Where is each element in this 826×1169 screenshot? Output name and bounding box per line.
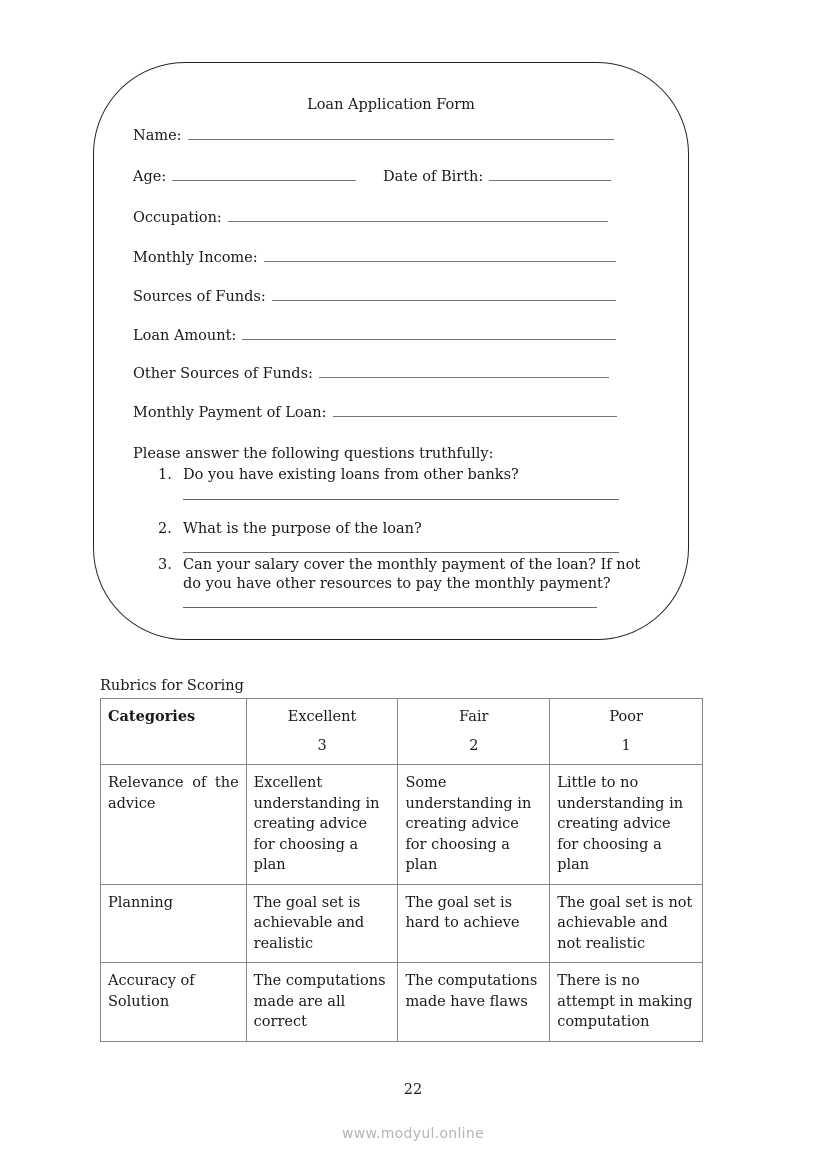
question-2-text: What is the purpose of the loan? — [183, 521, 422, 537]
questions-intro: Please answer the following questions truthfully: — [133, 446, 494, 462]
header-poor — [550, 699, 703, 765]
poor-cell: There is no attempt in making computation — [550, 963, 703, 1042]
age-label: Age: — [133, 169, 167, 185]
question-3-text-line2: do you have other resources to pay the monthly payment? — [183, 576, 611, 592]
question-3-number: 3. — [158, 557, 172, 573]
loan-application-form — [93, 62, 689, 640]
date-of-birth-field — [383, 168, 611, 185]
monthly-payment-blank[interactable] — [333, 404, 617, 417]
table-row — [101, 963, 703, 1042]
sources-of-funds-field — [133, 288, 616, 305]
loan-amount-label: Loan Amount: — [133, 328, 237, 344]
fair-cell: The computations made have flaws — [398, 963, 550, 1042]
rubric-header-row — [101, 699, 703, 765]
header-fair-label: Fair — [459, 709, 489, 725]
question-2-number: 2. — [158, 521, 172, 537]
question-2-answer-blank[interactable] — [183, 552, 619, 553]
monthly-income-field — [133, 249, 616, 266]
poor-cell: Little to no understanding in creating advice for choosing a plan — [550, 765, 703, 885]
occupation-blank[interactable] — [228, 209, 608, 222]
occupation-label: Occupation: — [133, 210, 222, 226]
question-3 — [158, 556, 641, 592]
header-excellent — [246, 699, 398, 765]
date-of-birth-label: Date of Birth: — [383, 169, 484, 185]
monthly-payment-field — [133, 404, 617, 421]
excellent-cell: The computations made are all correct — [246, 963, 398, 1042]
question-3-text-line1: Can your salary cover the monthly payment of the loan? If not — [183, 557, 641, 573]
name-label: Name: — [133, 128, 182, 144]
fair-cell: Some understanding in creating advice for choosing a plan — [398, 765, 550, 885]
other-sources-of-funds-field — [133, 365, 609, 382]
header-poor-score: 1 — [621, 737, 631, 754]
page-number: 22 — [403, 1082, 423, 1098]
category-cell: Accuracy of Solution — [101, 963, 247, 1042]
header-excellent-score: 3 — [317, 737, 327, 754]
monthly-income-label: Monthly Income: — [133, 250, 258, 266]
question-3-answer-blank[interactable] — [183, 607, 597, 608]
sources-of-funds-blank[interactable] — [272, 288, 616, 301]
header-fair — [398, 699, 550, 765]
table-row — [101, 765, 703, 885]
other-sources-of-funds-blank[interactable] — [319, 365, 609, 378]
loan-amount-field — [133, 327, 616, 344]
name-blank[interactable] — [188, 127, 614, 140]
poor-cell: The goal set is not achievable and not realistic — [550, 884, 703, 963]
monthly-payment-label: Monthly Payment of Loan: — [133, 405, 327, 421]
header-fair-score: 2 — [469, 737, 479, 754]
form-title: Loan Application Form — [307, 97, 475, 113]
table-row — [101, 884, 703, 963]
monthly-income-blank[interactable] — [264, 249, 616, 262]
question-2 — [158, 520, 422, 539]
rubric-title: Rubrics for Scoring — [100, 678, 244, 694]
header-poor-label: Poor — [609, 709, 643, 725]
category-cell: Planning — [101, 884, 247, 963]
loan-amount-blank[interactable] — [242, 327, 616, 340]
excellent-cell: Excellent understanding in creating advice for choosing a plan — [246, 765, 398, 885]
watermark: www.modyul.online — [342, 1126, 484, 1142]
header-excellent-label: Excellent — [287, 709, 357, 725]
rubric-table — [100, 698, 703, 1042]
date-of-birth-blank[interactable] — [489, 168, 611, 181]
category-cell: Relevance of the advice — [101, 765, 247, 885]
name-field — [133, 127, 614, 144]
age-field — [133, 168, 356, 185]
question-1-answer-blank[interactable] — [183, 499, 619, 500]
question-1-text: Do you have existing loans from other banks? — [183, 467, 519, 483]
question-1 — [158, 466, 519, 485]
excellent-cell: The goal set is achievable and realistic — [246, 884, 398, 963]
question-1-number: 1. — [158, 467, 172, 483]
sources-of-funds-label: Sources of Funds: — [133, 289, 266, 305]
fair-cell: The goal set is hard to achieve — [398, 884, 550, 963]
header-categories: Categories — [101, 699, 247, 765]
age-blank[interactable] — [172, 168, 356, 181]
occupation-field — [133, 209, 608, 226]
other-sources-of-funds-label: Other Sources of Funds: — [133, 366, 313, 382]
